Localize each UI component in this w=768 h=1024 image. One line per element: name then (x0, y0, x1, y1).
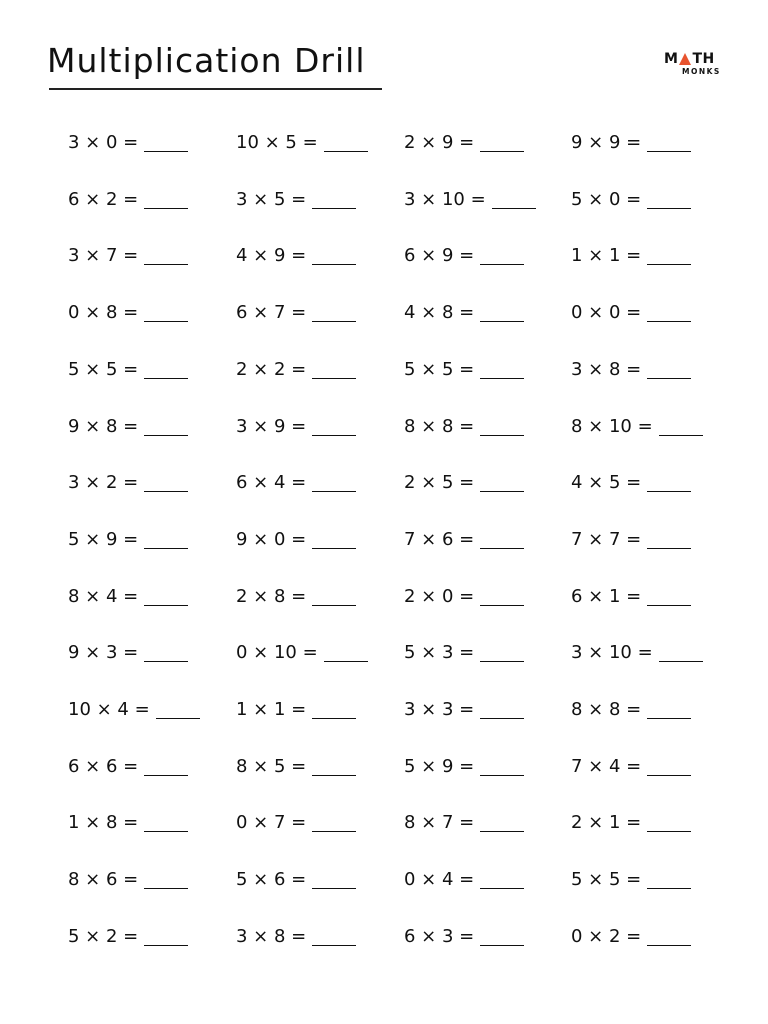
problem-item (236, 699, 356, 721)
answer-blank[interactable] (480, 872, 524, 889)
answer-blank[interactable] (647, 248, 691, 265)
problem-item (571, 189, 691, 211)
answer-blank[interactable] (312, 815, 356, 832)
problem-item (236, 302, 356, 324)
problem-item (68, 359, 188, 381)
answer-blank[interactable] (647, 589, 691, 606)
problem-expression: 3 × 7 = (68, 245, 139, 267)
problem-expression: 4 × 5 = (571, 472, 642, 494)
problem-item (68, 926, 188, 948)
problem-expression: 6 × 2 = (68, 188, 139, 210)
logo-letter-m: M (664, 51, 679, 67)
problem-expression: 3 × 2 = (68, 472, 139, 494)
problem-expression: 9 × 3 = (68, 642, 139, 664)
problem-item (68, 756, 188, 778)
problem-item (571, 699, 691, 721)
answer-blank[interactable] (480, 702, 524, 719)
answer-blank[interactable] (647, 362, 691, 379)
problem-expression: 5 × 9 = (68, 528, 139, 550)
problem-expression: 5 × 9 = (404, 755, 475, 777)
answer-blank[interactable] (144, 192, 188, 209)
answer-blank[interactable] (647, 759, 691, 776)
problem-expression: 3 × 8 = (236, 925, 307, 947)
problem-expression: 8 × 10 = (571, 415, 653, 437)
problem-item (68, 812, 188, 834)
answer-blank[interactable] (659, 645, 703, 662)
problem-item (404, 189, 536, 211)
problem-expression: 3 × 8 = (571, 358, 642, 380)
problem-item (236, 812, 356, 834)
answer-blank[interactable] (647, 532, 691, 549)
problem-expression: 1 × 1 = (571, 245, 642, 267)
problem-expression: 4 × 9 = (236, 245, 307, 267)
problem-item (404, 756, 524, 778)
answer-blank[interactable] (480, 248, 524, 265)
problem-item (404, 642, 524, 664)
answer-blank[interactable] (144, 475, 188, 492)
answer-blank[interactable] (480, 645, 524, 662)
problem-expression: 1 × 1 = (236, 699, 307, 720)
answer-blank[interactable] (480, 305, 524, 322)
problem-expression: 2 × 1 = (571, 812, 642, 834)
problem-expression: 2 × 5 = (404, 472, 475, 494)
answer-blank[interactable] (324, 135, 368, 152)
answer-blank[interactable] (480, 475, 524, 492)
problem-item (68, 245, 188, 267)
answer-blank[interactable] (647, 815, 691, 832)
problem-item (236, 472, 356, 494)
answer-blank[interactable] (144, 872, 188, 889)
problem-expression: 3 × 5 = (236, 188, 307, 210)
problem-expression: 8 × 6 = (68, 869, 139, 891)
problem-item (571, 756, 691, 778)
answer-blank[interactable] (312, 248, 356, 265)
problem-expression: 8 × 8 = (404, 415, 475, 437)
problem-item (571, 472, 691, 494)
problem-item (68, 586, 188, 608)
problem-expression: 8 × 4 = (68, 585, 139, 607)
problem-expression: 2 × 0 = (404, 585, 475, 607)
problem-expression: 5 × 6 = (236, 869, 307, 891)
answer-blank[interactable] (647, 929, 691, 946)
answer-blank[interactable] (312, 872, 356, 889)
answer-blank[interactable] (144, 248, 188, 265)
answer-blank[interactable] (312, 759, 356, 776)
answer-blank[interactable] (492, 192, 536, 209)
problem-expression: 4 × 8 = (404, 302, 475, 324)
problem-item (404, 416, 524, 438)
problem-item (236, 529, 356, 551)
problem-item (571, 642, 703, 664)
answer-blank[interactable] (480, 815, 524, 832)
problem-expression: 3 × 3 = (404, 699, 475, 720)
answer-blank[interactable] (144, 929, 188, 946)
answer-blank[interactable] (480, 362, 524, 379)
answer-blank[interactable] (480, 589, 524, 606)
problem-item (571, 416, 703, 438)
problem-item (571, 812, 691, 834)
problem-expression: 9 × 8 = (68, 415, 139, 437)
problem-expression: 3 × 9 = (236, 415, 307, 437)
logo-letters-th: TH (692, 51, 715, 67)
problem-item (68, 699, 200, 721)
problem-expression: 5 × 5 = (404, 358, 475, 380)
answer-blank[interactable] (480, 419, 524, 436)
problem-item (236, 869, 356, 891)
problem-expression: 0 × 0 = (571, 302, 642, 324)
problem-expression: 2 × 8 = (236, 585, 307, 607)
problem-expression: 9 × 9 = (571, 132, 642, 153)
problem-expression: 3 × 10 = (404, 188, 486, 210)
problem-expression: 6 × 4 = (236, 472, 307, 494)
answer-blank[interactable] (144, 532, 188, 549)
problem-expression: 5 × 0 = (571, 188, 642, 210)
answer-blank[interactable] (144, 589, 188, 606)
problem-expression: 0 × 4 = (404, 869, 475, 891)
problem-item (571, 359, 691, 381)
answer-blank[interactable] (647, 192, 691, 209)
problem-item (236, 926, 356, 948)
problem-item (68, 472, 188, 494)
page-title: Multiplication Drill (47, 41, 366, 80)
answer-blank[interactable] (312, 702, 356, 719)
problem-expression: 0 × 2 = (571, 925, 642, 947)
answer-blank[interactable] (144, 759, 188, 776)
answer-blank[interactable] (480, 929, 524, 946)
logo-subtext: MONKS (682, 67, 721, 76)
problem-item (68, 189, 188, 211)
problem-expression: 7 × 6 = (404, 528, 475, 550)
problem-item (236, 642, 368, 664)
answer-blank[interactable] (144, 645, 188, 662)
problem-item (404, 302, 524, 324)
problem-item (571, 302, 691, 324)
problem-item (404, 359, 524, 381)
problem-expression: 8 × 8 = (571, 699, 642, 720)
problem-expression: 5 × 5 = (571, 869, 642, 891)
answer-blank[interactable] (312, 929, 356, 946)
answer-blank[interactable] (312, 589, 356, 606)
answer-blank[interactable] (480, 759, 524, 776)
answer-blank[interactable] (659, 419, 703, 436)
problem-expression: 6 × 6 = (68, 755, 139, 777)
problem-item (404, 132, 524, 154)
answer-blank[interactable] (144, 815, 188, 832)
problem-item (404, 529, 524, 551)
problem-item (68, 132, 188, 154)
problem-item (571, 926, 691, 948)
problem-expression: 8 × 7 = (404, 812, 475, 834)
problem-item (236, 756, 356, 778)
problem-item (571, 245, 691, 267)
answer-blank[interactable] (144, 419, 188, 436)
problem-expression: 9 × 0 = (236, 528, 307, 550)
answer-blank[interactable] (480, 532, 524, 549)
answer-blank[interactable] (312, 305, 356, 322)
answer-blank[interactable] (647, 872, 691, 889)
problem-item (68, 529, 188, 551)
answer-blank[interactable] (312, 362, 356, 379)
problem-expression: 0 × 8 = (68, 302, 139, 324)
problem-item (571, 132, 691, 154)
problem-item (404, 699, 524, 721)
problem-expression: 3 × 0 = (68, 132, 139, 153)
problem-expression: 5 × 3 = (404, 642, 475, 664)
problem-item (404, 926, 524, 948)
problem-expression: 2 × 2 = (236, 358, 307, 380)
problem-item (571, 586, 691, 608)
problem-item (404, 869, 524, 891)
problem-item (68, 642, 188, 664)
problem-item (68, 869, 188, 891)
problem-item (404, 472, 524, 494)
answer-blank[interactable] (156, 702, 200, 719)
problem-item (236, 189, 356, 211)
problem-expression: 5 × 2 = (68, 925, 139, 947)
answer-blank[interactable] (144, 135, 188, 152)
problem-item (236, 359, 356, 381)
problem-item (68, 302, 188, 324)
problem-item (404, 586, 524, 608)
answer-blank[interactable] (312, 419, 356, 436)
problem-expression: 0 × 7 = (236, 812, 307, 834)
problem-item (236, 132, 368, 154)
answer-blank[interactable] (647, 305, 691, 322)
problem-expression: 6 × 9 = (404, 245, 475, 267)
answer-blank[interactable] (324, 645, 368, 662)
problem-item (68, 416, 188, 438)
problem-item (571, 869, 691, 891)
problem-expression: 5 × 5 = (68, 358, 139, 380)
problem-expression: 6 × 7 = (236, 302, 307, 324)
problem-expression: 7 × 4 = (571, 755, 642, 777)
answer-blank[interactable] (647, 475, 691, 492)
problem-expression: 10 × 5 = (236, 132, 318, 153)
answer-blank[interactable] (144, 362, 188, 379)
problem-expression: 10 × 4 = (68, 699, 150, 720)
answer-blank[interactable] (144, 305, 188, 322)
answer-blank[interactable] (480, 135, 524, 152)
problem-item (236, 586, 356, 608)
answer-blank[interactable] (312, 475, 356, 492)
answer-blank[interactable] (647, 135, 691, 152)
problem-expression: 0 × 10 = (236, 642, 318, 664)
problem-expression: 6 × 3 = (404, 925, 475, 947)
problem-item (236, 416, 356, 438)
problem-item (236, 245, 356, 267)
answer-blank[interactable] (312, 532, 356, 549)
problem-expression: 7 × 7 = (571, 528, 642, 550)
problem-item (571, 529, 691, 551)
answer-blank[interactable] (312, 192, 356, 209)
problem-item (404, 812, 524, 834)
problem-expression: 1 × 8 = (68, 812, 139, 834)
problem-expression: 2 × 9 = (404, 132, 475, 153)
problem-expression: 3 × 10 = (571, 642, 653, 664)
problem-expression: 6 × 1 = (571, 585, 642, 607)
problem-item (404, 245, 524, 267)
answer-blank[interactable] (647, 702, 691, 719)
problem-expression: 8 × 5 = (236, 755, 307, 777)
